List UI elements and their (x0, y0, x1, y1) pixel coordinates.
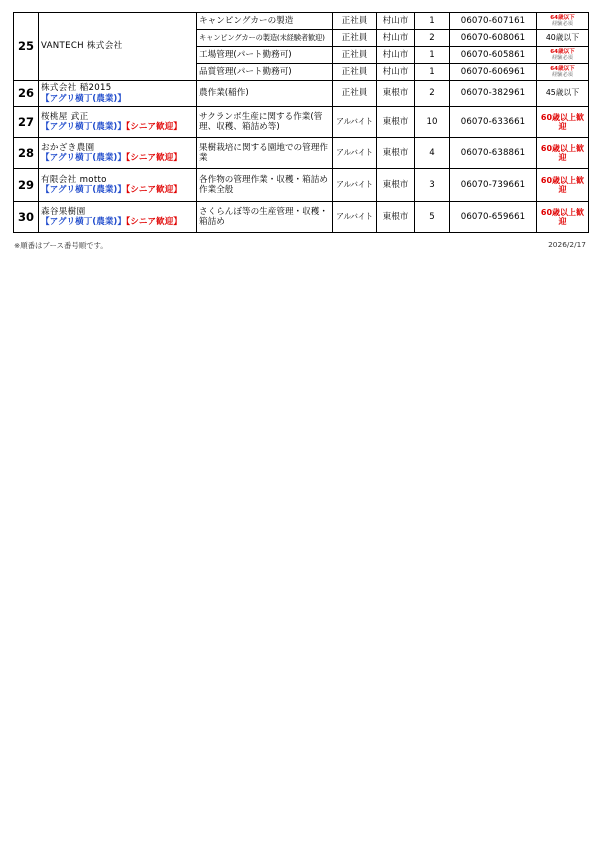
job-number: 06070-606961 (450, 64, 537, 81)
booth-number: 29 (14, 169, 39, 202)
agri-tag: 【アグリ横丁(農業)】 (41, 93, 126, 104)
work-city: 村山市 (377, 64, 415, 81)
job-description: キャンピングカーの製造 (197, 13, 333, 30)
age-requirement (537, 64, 589, 81)
work-city: 村山市 (377, 30, 415, 47)
booth-number: 30 (14, 202, 39, 233)
table-row (14, 107, 589, 138)
hire-count: 1 (415, 47, 450, 64)
company-tags (41, 217, 194, 228)
age-limit: 60歳以上歓迎 (540, 143, 585, 162)
booth-number: 28 (14, 138, 39, 169)
employment-type: アルバイト (333, 107, 377, 138)
job-listing-table (13, 12, 589, 233)
age-limit: 60歳以上歓迎 (540, 112, 585, 131)
table-row (14, 202, 589, 233)
document-date: 2026/2/17 (548, 240, 586, 249)
employment-type: 正社員 (333, 30, 377, 47)
age-requirement (537, 30, 589, 47)
company-name (39, 107, 197, 138)
age-limit: 64歳以下 (550, 48, 575, 55)
company-tags (41, 153, 194, 164)
booth-number: 25 (14, 13, 39, 81)
booth-number: 27 (14, 107, 39, 138)
company-name-text: おかざき農園 (41, 142, 95, 153)
age-limit: 60歳以上歓迎 (540, 175, 585, 194)
senior-tag: 【シニア歓迎】 (125, 217, 182, 227)
job-description: 果樹栽培に関する園地での管理作業 (197, 138, 333, 169)
age-requirement (537, 81, 589, 107)
hire-count: 4 (415, 138, 450, 169)
company-name (39, 81, 197, 107)
work-city: 東根市 (377, 202, 415, 233)
employment-type: 正社員 (333, 13, 377, 30)
age-limit: 40歳以下 (545, 32, 580, 42)
hire-count: 10 (415, 107, 450, 138)
booth-order-note: ※順番はブース番号順です。 (14, 241, 108, 250)
age-requirement (537, 138, 589, 169)
age-requirement (537, 169, 589, 202)
job-description: サクランボ生産に関する作業(管理、収穫、箱詰め等) (197, 107, 333, 138)
employment-type: 正社員 (333, 64, 377, 81)
agri-tag: 【アグリ横丁(農業)】 (41, 185, 126, 195)
age-limit: 64歳以下 (550, 65, 575, 72)
employment-type: 正社員 (333, 81, 377, 107)
job-number: 06070-659661 (450, 202, 537, 233)
employment-type: アルバイト (333, 138, 377, 169)
company-tags (41, 185, 194, 196)
company-name-text: 株式会社 稲2015 (41, 83, 112, 93)
work-city: 村山市 (377, 13, 415, 30)
age-requirement (537, 107, 589, 138)
work-city: 東根市 (377, 169, 415, 202)
senior-tag: 【シニア歓迎】 (125, 122, 182, 132)
hire-count: 1 (415, 64, 450, 81)
job-number: 06070-638861 (450, 138, 537, 169)
age-requirement (537, 47, 589, 64)
age-note: 経験必須 (552, 72, 573, 79)
work-city: 東根市 (377, 107, 415, 138)
age-requirement (537, 202, 589, 233)
work-city: 東根市 (377, 81, 415, 107)
job-number: 06070-382961 (450, 81, 537, 107)
hire-count: 1 (415, 13, 450, 30)
job-description: 各作物の管理作業・収穫・箱詰め作業全般 (197, 169, 333, 202)
agri-tag: 【アグリ横丁(農業)】 (41, 217, 126, 227)
job-number: 06070-607161 (450, 13, 537, 30)
job-number: 06070-739661 (450, 169, 537, 202)
hire-count: 3 (415, 169, 450, 202)
job-description: 工場管理(パート勤務可) (197, 47, 333, 64)
company-name (39, 138, 197, 169)
age-limit: 60歳以上歓迎 (540, 207, 585, 226)
work-city: 村山市 (377, 47, 415, 64)
work-city: 東根市 (377, 138, 415, 169)
table-row (14, 81, 589, 107)
table-row (14, 169, 589, 202)
age-note: 経験必須 (552, 21, 573, 28)
hire-count: 5 (415, 202, 450, 233)
agri-tag: 【アグリ横丁(農業)】 (41, 153, 126, 163)
table-row (14, 13, 589, 30)
senior-tag: 【シニア歓迎】 (125, 153, 182, 163)
age-note: 経験必須 (552, 55, 573, 62)
job-description: さくらんぼ等の生産管理・収穫・箱詰め (197, 202, 333, 233)
employment-type: アルバイト (333, 169, 377, 202)
company-tags (41, 122, 194, 133)
employment-type: アルバイト (333, 202, 377, 233)
company-tags (41, 94, 194, 105)
company-name-text: VANTECH 株式会社 (41, 41, 123, 52)
hire-count: 2 (415, 81, 450, 107)
job-number: 06070-633661 (450, 107, 537, 138)
employment-type: 正社員 (333, 47, 377, 64)
job-description: 農作業(稲作) (197, 81, 333, 107)
company-name (39, 13, 197, 81)
senior-tag: 【シニア歓迎】 (125, 185, 182, 195)
agri-tag: 【アグリ横丁(農業)】 (41, 122, 126, 132)
company-name-text: 有限会社 motto (41, 174, 107, 185)
company-name-text: 森谷果樹園 (41, 206, 86, 217)
job-number: 06070-605861 (450, 47, 537, 64)
hire-count: 2 (415, 30, 450, 47)
age-limit: 64歳以下 (550, 14, 575, 21)
age-requirement (537, 13, 589, 30)
age-limit: 45歳以下 (545, 88, 580, 98)
table-row (14, 138, 589, 169)
company-name-text: 桜桃屋 武正 (41, 111, 89, 122)
company-name (39, 202, 197, 233)
company-name (39, 169, 197, 202)
job-number: 06070-608061 (450, 30, 537, 47)
booth-number: 26 (14, 81, 39, 107)
job-description: 品質管理(パート勤務可) (197, 64, 333, 81)
job-description: キャンピングカーの製造(未経験者歓迎) (197, 30, 333, 47)
